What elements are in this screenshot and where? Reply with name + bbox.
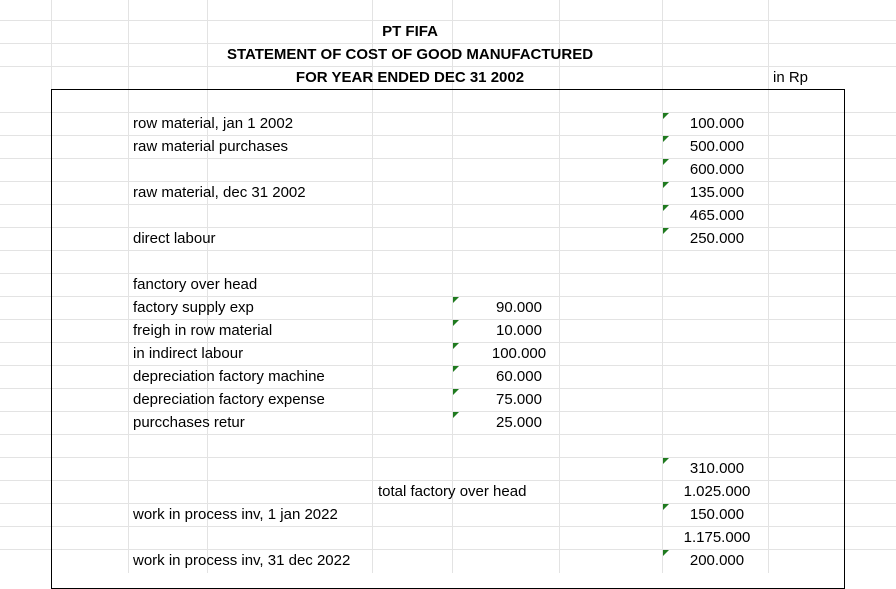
value-depreciation-expense: 75.000 xyxy=(496,391,542,408)
label-depreciation-expense: depreciation factory expense xyxy=(133,391,325,408)
period-title: FOR YEAR ENDED DEC 31 2002 xyxy=(295,69,525,86)
error-indicator-icon[interactable] xyxy=(663,136,669,142)
value-raw-material-jan: 100.000 xyxy=(689,115,745,132)
label-depreciation-machine: depreciation factory machine xyxy=(133,368,325,385)
value-purchases-return: 25.000 xyxy=(496,414,542,431)
value-raw-material-used: 465.000 xyxy=(689,207,745,224)
value-depreciation-machine: 60.000 xyxy=(496,368,542,385)
statement-title: STATEMENT OF COST OF GOOD MANUFACTURED xyxy=(226,46,594,63)
value-raw-material-purchases: 500.000 xyxy=(689,138,745,155)
label-indirect-labour: in indirect labour xyxy=(133,345,244,362)
value-factory-supply: 90.000 xyxy=(496,299,542,316)
value-wip-jan: 150.000 xyxy=(689,506,745,523)
label-total-factory-overhead: total factory over head xyxy=(378,483,527,500)
label-direct-labour: direct labour xyxy=(133,230,216,247)
value-raw-material-dec: 135.000 xyxy=(689,184,745,201)
value-overhead-subtotal: 310.000 xyxy=(689,460,745,477)
error-indicator-icon[interactable] xyxy=(663,504,669,510)
value-raw-material-available: 600.000 xyxy=(689,161,745,178)
currency-unit: in Rp xyxy=(773,69,809,86)
error-indicator-icon[interactable] xyxy=(453,412,459,418)
grid-row-line xyxy=(0,43,896,44)
error-indicator-icon[interactable] xyxy=(453,366,459,372)
error-indicator-icon[interactable] xyxy=(663,205,669,211)
label-freight-in: freigh in row material xyxy=(133,322,273,339)
error-indicator-icon[interactable] xyxy=(453,320,459,326)
label-wip-jan: work in process inv, 1 jan 2022 xyxy=(133,506,338,523)
grid-row-line xyxy=(0,66,896,67)
label-wip-dec: work in process inv, 31 dec 2022 xyxy=(133,552,351,569)
value-total-factory-overhead: 1.025.000 xyxy=(683,483,751,500)
error-indicator-icon[interactable] xyxy=(663,550,669,556)
value-indirect-labour: 100.000 xyxy=(491,345,547,362)
label-factory-supply: factory supply exp xyxy=(133,299,254,316)
label-factory-overhead: fanctory over head xyxy=(133,276,258,293)
label-raw-material-jan: row material, jan 1 2002 xyxy=(133,115,294,132)
error-indicator-icon[interactable] xyxy=(663,159,669,165)
value-freight-in: 10.000 xyxy=(496,322,542,339)
error-indicator-icon[interactable] xyxy=(663,113,669,119)
value-total-wip: 1.175.000 xyxy=(683,529,751,546)
error-indicator-icon[interactable] xyxy=(453,343,459,349)
error-indicator-icon[interactable] xyxy=(663,182,669,188)
label-raw-material-dec: raw material, dec 31 2002 xyxy=(133,184,306,201)
error-indicator-icon[interactable] xyxy=(453,297,459,303)
value-wip-dec: 200.000 xyxy=(689,552,745,569)
error-indicator-icon[interactable] xyxy=(663,458,669,464)
grid-row-line xyxy=(0,20,896,21)
company-title: PT FIFA xyxy=(382,23,438,40)
label-purchases-return: purcchases retur xyxy=(133,414,245,431)
error-indicator-icon[interactable] xyxy=(663,228,669,234)
label-raw-material-purchases: raw material purchases xyxy=(133,138,289,155)
value-direct-labour: 250.000 xyxy=(689,230,745,247)
error-indicator-icon[interactable] xyxy=(453,389,459,395)
